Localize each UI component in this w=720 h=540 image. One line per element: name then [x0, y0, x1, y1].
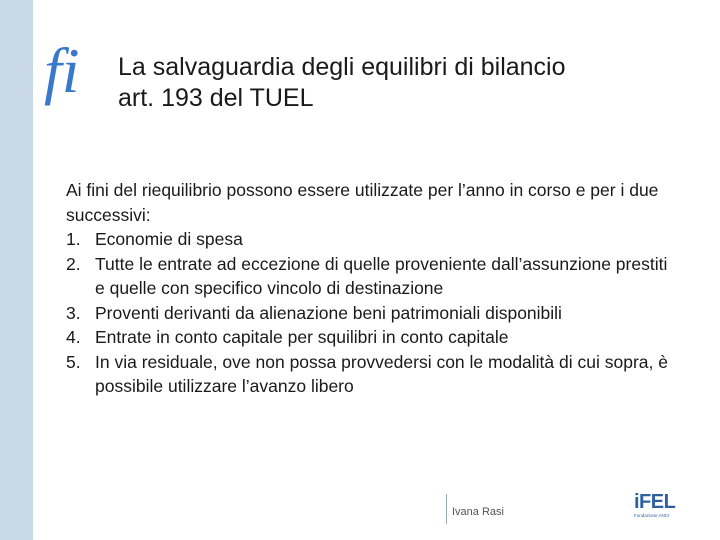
ifel-logo-text: iFEL	[634, 491, 676, 513]
list-item	[66, 301, 676, 326]
footer-author: Ivana Rasi	[452, 506, 504, 518]
list-item-text: Economie di spesa	[95, 229, 243, 249]
list-item	[66, 227, 676, 252]
list-item-text: Tutte le entrate ad eccezione di quelle proveniente dall’assunzione prestiti e quelle con specifico vincolo di destinazione	[95, 253, 668, 298]
title-line-1: La salvaguardia degli equilibri di bilancio	[118, 53, 566, 81]
list-item	[66, 350, 676, 399]
fi-logo-text: fi	[44, 36, 80, 106]
title-line-2: art. 193 del TUEL	[118, 84, 314, 112]
list-item-number: 3.	[66, 302, 81, 323]
footer-divider	[446, 494, 447, 524]
ifel-logo-icon	[634, 492, 698, 522]
list-item-text: Entrate in conto capitale per squilibri in conto capitale	[95, 327, 509, 347]
slide-title	[118, 52, 698, 114]
list-item	[66, 252, 676, 301]
numbered-list	[66, 227, 676, 399]
list-item-text: In via residuale, ove non possa provvedersi con le modalità di cui sopra, è possibile utilizzare l’avanzo libero	[95, 351, 668, 396]
list-item-number: 2.	[66, 253, 81, 274]
intro-text: Ai fini del riequilibrio possono essere utilizzate per l’anno in corso e per i due successivi:	[66, 180, 659, 225]
list-item-number: 1.	[66, 229, 81, 249]
ifel-logo-subtext: Fondazione ANCI	[634, 513, 670, 518]
slide-body	[66, 178, 676, 399]
list-item-number: 4.	[66, 327, 81, 347]
list-item	[66, 325, 676, 350]
fi-logo-icon	[42, 36, 100, 106]
left-decorative-band	[0, 0, 33, 540]
list-item-text: Proventi derivanti da alienazione beni patrimoniali disponibili	[95, 302, 562, 323]
list-item-number: 5.	[66, 351, 81, 372]
